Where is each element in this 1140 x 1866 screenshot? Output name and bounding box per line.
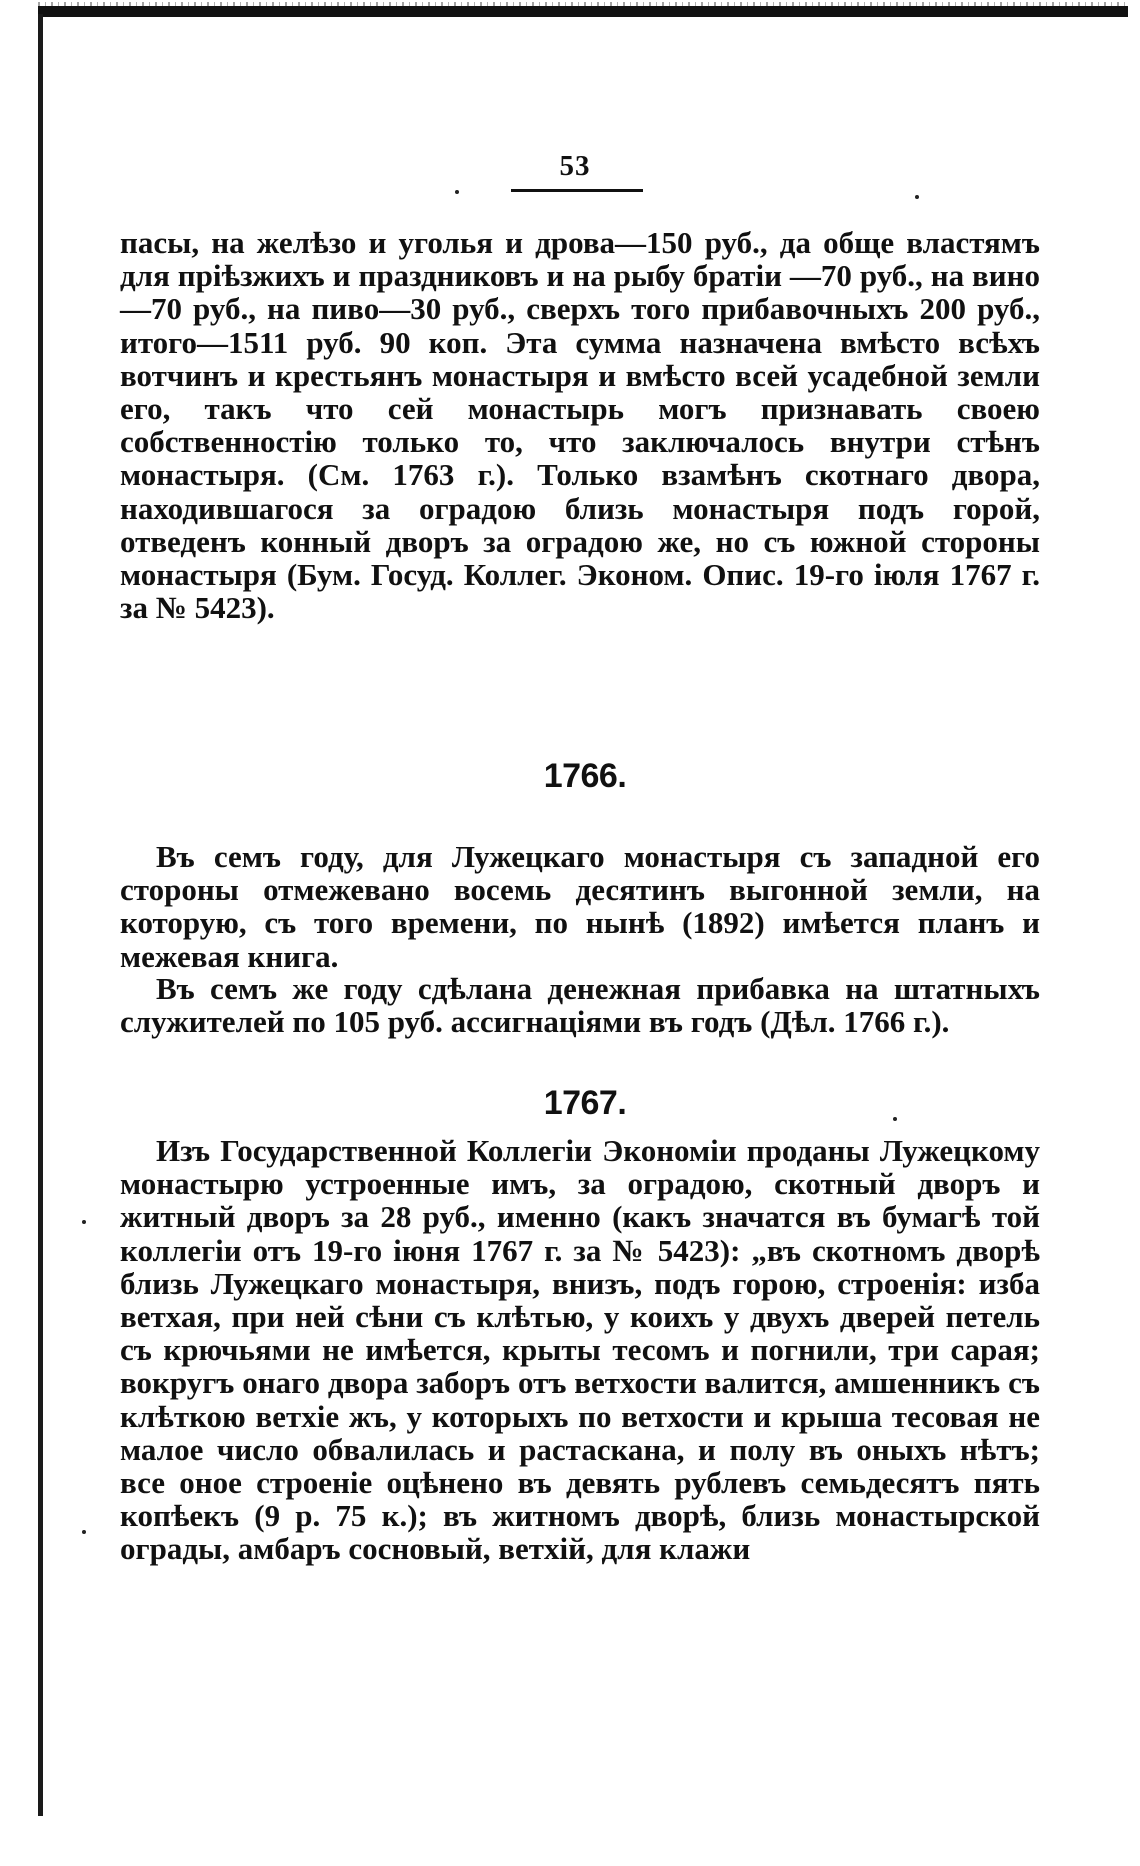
- page-number-underline: [511, 189, 643, 192]
- page-number: 53: [559, 150, 591, 182]
- paragraph-sale-of-yards: Изъ Государственной Коллегіи Экономіи проданы Лужецкому монастырю устроенные имъ, за оградою, скотный дворъ и житный дворъ за 28 руб., именно (какъ значатся въ бумагѣ той коллегіи отъ 19-го іюня 1767 г. за № 5423): „въ скотномъ дворѣ близь Лужецкаго монастыря, внизъ, подъ горою, строенія: изба ветхая, при ней сѣни съ клѣтью, у коихъ у двухъ дверей петель съ крючьями не имѣется, крыты тесомъ и погнили, три сарая; вокругъ онаго двора заборъ отъ ветхости валится, амшенникъ съ клѣткою ветхіе жъ, у которыхъ по ветхости и крыша тесовая не малое число обвалилась и растаскана, и полу въ оныхъ нѣтъ; все оное строеніе оцѣнено въ девять рублевъ семьдесятъ пять копѣекъ (9 р. 75 к.); въ житномъ дворѣ, близь монастырской ограды, амбаръ сосновый, ветхій, для клажи: [120, 1133, 1040, 1567]
- print-speck: [82, 1220, 86, 1224]
- year-heading-1767: 1767.: [543, 1084, 627, 1122]
- paragraph-continued: пасы, на желѣзо и уголья и дрова—150 руб., да обще властямъ для пріѣзжихъ и праздниковъ и на рыбу братіи —70 руб., на вино—70 руб., на пиво—30 руб., сверхъ того прибавочныхъ 200 руб., итого—1511 руб. 90 коп. Эта сумма назначена вмѣсто всѣхъ вотчинъ и крестьянъ монастыря и вмѣсто всей усадебной земли его, такъ что сей монастырь могъ признавать своею собственностію только то, что заключалось внутри стѣнъ монастыря. (См. 1763 г.). Только взамѣнъ скотнаго двора, находившагося за оградою близь монастыря подъ горой, отведенъ конный дворъ за оградою же, но съ южной стороны монастыря (Бум. Госуд. Коллег. Эконом. Опис. 19-го іюля 1767 г. за № 5423).: [120, 225, 1040, 626]
- print-speck: [455, 190, 459, 194]
- paragraph-salary-addition: Въ семъ же году сдѣлана денежная прибавка на штатныхъ служителей по 105 руб. ассигнаціями въ годъ (Дѣл. 1766 г.).: [120, 971, 1040, 1040]
- paragraph-land-survey: Въ семъ году, для Лужецкаго монастыря съ западной его стороны отмежевано восемь десятинъ выгонной земли, на которую, съ того времени, по нынѣ (1892) имѣется планъ и межевая книга.: [120, 839, 1040, 974]
- print-speck: [893, 1117, 897, 1121]
- top-border-rule: [38, 6, 1128, 17]
- left-border-rule: [38, 14, 43, 1816]
- year-heading-1766: 1766.: [543, 757, 627, 795]
- print-speck: [915, 195, 919, 199]
- print-speck: [82, 1530, 86, 1534]
